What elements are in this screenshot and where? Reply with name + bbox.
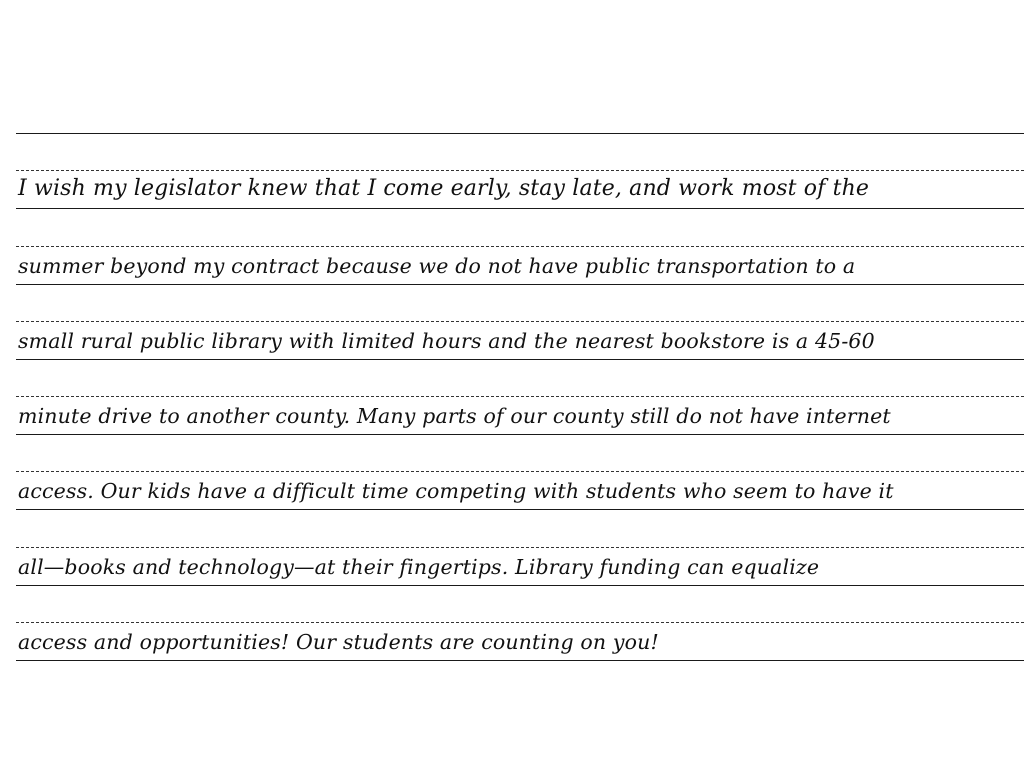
handwritten-text-line: small rural public library with limited hours and the nearest bookstore is a 45-60 bbox=[18, 328, 875, 353]
midline-dashed bbox=[16, 471, 1024, 472]
handwritten-text-line: summer beyond my contract because we do not have public transportation to a bbox=[18, 253, 856, 278]
handwritten-text-line: access and opportunities! Our students are counting on you! bbox=[18, 629, 659, 654]
writing-line-5 bbox=[16, 434, 1024, 510]
midline-dashed bbox=[16, 547, 1024, 548]
writing-line-2 bbox=[16, 209, 1024, 285]
writing-line-6 bbox=[16, 510, 1024, 586]
midline-dashed bbox=[16, 622, 1024, 623]
handwritten-text-line: minute drive to another county. Many parts of our county still do not have internet bbox=[18, 403, 891, 428]
midline-dashed bbox=[16, 396, 1024, 397]
writing-line-3 bbox=[16, 284, 1024, 360]
writing-line-4 bbox=[16, 359, 1024, 435]
midline-dashed bbox=[16, 246, 1024, 247]
midline-dashed bbox=[16, 170, 1024, 171]
handwritten-text-line: access. Our kids have a difficult time competing with students who seem to have it bbox=[18, 478, 894, 503]
writing-line-1 bbox=[16, 133, 1024, 209]
handwritten-text-line: I wish my legislator knew that I come early, stay late, and work most of the bbox=[18, 176, 870, 201]
midline-dashed bbox=[16, 321, 1024, 322]
baseline bbox=[16, 660, 1024, 661]
handwritten-text-line: all—books and technology—at their fingertips. Library funding can equalize bbox=[18, 554, 820, 579]
writing-line-7 bbox=[16, 585, 1024, 661]
